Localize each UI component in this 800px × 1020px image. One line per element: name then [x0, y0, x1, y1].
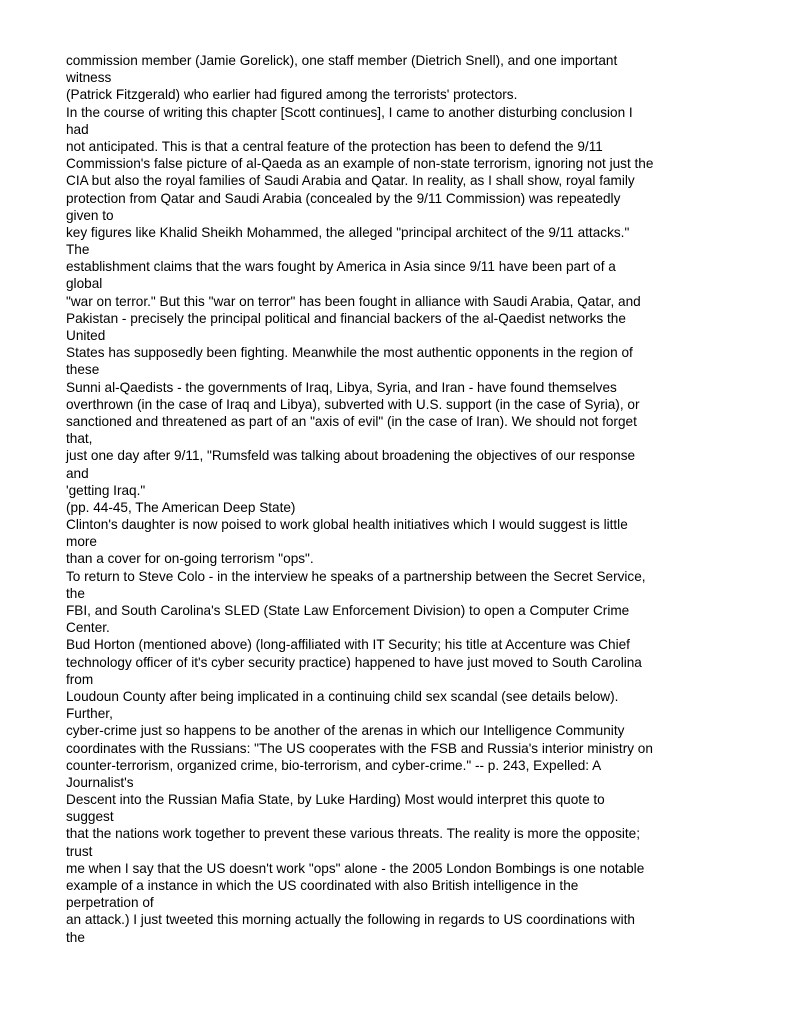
text-line: the — [66, 585, 85, 601]
text-line: overthrown (in the case of Iraq and Libya), subverted with U.S. support (in the case of Syria), or — [66, 396, 640, 412]
text-line: example of a instance in which the US coordinated with also British intelligence in the — [66, 878, 579, 893]
text-line: witness — [66, 70, 112, 86]
text-line: Journalist's — [66, 774, 134, 790]
text-line: protection from Qatar and Saudi Arabia (concealed by the 9/11 Commission) was repeatedly — [66, 190, 621, 206]
text-line: To return to Steve Colo - in the interview he speaks of a partnership between the Secret Service, — [66, 568, 646, 584]
text-line: In the course of writing this chapter [Scott continues], I came to another disturbing conclusion I — [66, 104, 633, 120]
text-line: Commission's false picture of al-Qaeda as an example of non-state terrorism, ignoring not just the — [66, 156, 654, 172]
text-line: Descent into the Russian Mafia State, by Luke Harding) Most would interpret this quote to — [66, 792, 605, 808]
text-line: 'getting Iraq." — [66, 482, 146, 498]
text-line: more — [66, 534, 97, 550]
text-line: me when I say that the US doesn't work "ops" alone - the 2005 London Bombings is one notable — [66, 860, 645, 876]
text-line: States has supposedly been fighting. Meanwhile the most authentic opponents in the region of — [66, 345, 633, 361]
text-line: technology officer of it's cyber security practice) happened to have just moved to South Carolina — [66, 654, 642, 670]
text-line: just one day after 9/11, "Rumsfeld was talking about broadening the objectives of our response — [66, 448, 636, 464]
text-line: Bud Horton (mentioned above) (long-affiliated with IT Security; his title at Accenture was Chief — [66, 637, 630, 653]
text-line: "war on terror." But this "war on terror" has been fought in alliance with Saudi Arabia, Qatar, and — [66, 293, 641, 309]
text-line: than a cover for on-going terrorism "ops". — [66, 551, 314, 567]
text-line: Pakistan - precisely the principal political and financial backers of the al-Qaedist networks the — [66, 310, 626, 326]
text-line: from — [66, 671, 94, 687]
text-line: Loudoun County after being implicated in a continuing child sex scandal (see details below). — [66, 688, 619, 704]
text-line: these — [66, 362, 100, 378]
text-line: not anticipated. This is that a central feature of the protection has been to defend the 9/11 — [66, 138, 603, 154]
text-line: cyber-crime just so happens to be another of the arenas in which our Intelligence Community — [66, 723, 625, 739]
text-line: The — [66, 242, 90, 258]
text-line: Sunni al-Qaedists - the governments of Iraq, Libya, Syria, and Iran - have found themselves — [66, 379, 617, 395]
text-line: given to — [66, 207, 114, 223]
text-line: establishment claims that the wars fought by America in Asia since 9/11 have been part of a — [66, 259, 616, 275]
text-line: perpetration of — [66, 895, 154, 911]
text-line: global — [66, 276, 103, 292]
text-line: had — [66, 121, 89, 137]
text-line: United — [66, 328, 106, 343]
text-line: Clinton's daughter is now poised to work global health initiatives which I would suggest is little — [66, 517, 628, 533]
text-line: CIA but also the royal families of Saudi Arabia and Qatar. In reality, as I shall show, royal family — [66, 173, 635, 189]
text-line: commission member (Jamie Gorelick), one staff member (Dietrich Snell), and one important — [66, 53, 618, 68]
text-line: FBI, and South Carolina's SLED (State Law Enforcement Division) to open a Computer Crime — [66, 603, 630, 618]
text-line: coordinates with the Russians: "The US cooperates with the FSB and Russia's interior ministry on — [66, 740, 653, 756]
document-text — [66, 52, 766, 946]
text-line: sanctioned and threatened as part of an "axis of evil" (in the case of Iran). We should not forget — [66, 413, 637, 429]
text-line: (pp. 44-45, The American Deep State) — [66, 499, 296, 515]
text-line: suggest — [66, 809, 114, 825]
text-line: Center. — [66, 620, 110, 636]
text-line: that the nations work together to prevent these various threats. The reality is more the opposite; — [66, 826, 641, 842]
text-line: and — [66, 465, 89, 481]
text-line: the — [66, 929, 85, 945]
text-line: key figures like Khalid Sheikh Mohammed, the alleged "principal architect of the 9/11 attacks." — [66, 224, 630, 240]
text-line: (Patrick Fitzgerald) who earlier had figured among the terrorists' protectors. — [66, 87, 518, 103]
text-line: an attack.) I just tweeted this morning actually the following in regards to US coordinations with — [66, 912, 635, 928]
text-line: Further, — [66, 706, 113, 722]
text-line: trust — [66, 843, 93, 859]
text-line: that, — [66, 431, 93, 447]
text-line: counter-terrorism, organized crime, bio-terrorism, and cyber-crime." -- p. 243, Expelled: A — [66, 757, 602, 773]
